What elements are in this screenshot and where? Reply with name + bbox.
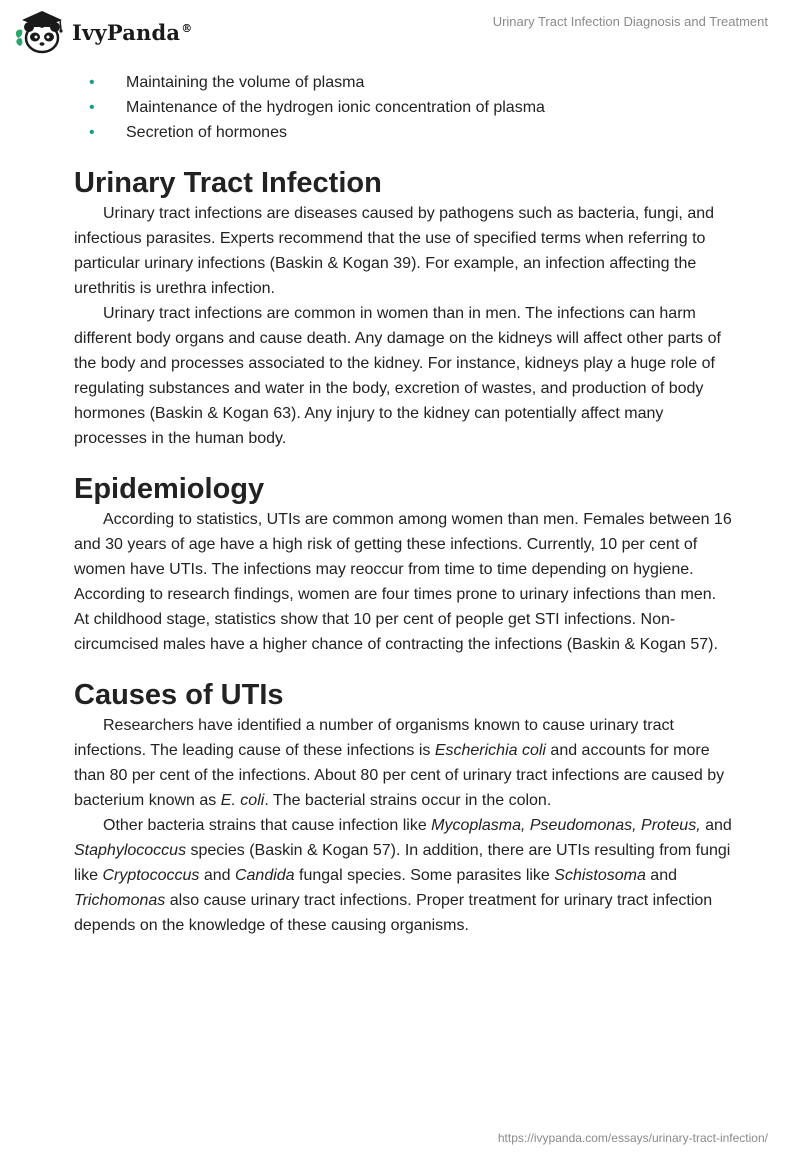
text-run: and	[645, 867, 677, 884]
organism-name: Candida	[234, 867, 295, 884]
list-item-text: Maintaining the volume of plasma	[126, 74, 365, 91]
organism-name: Trichomonas	[74, 892, 166, 909]
organism-name: E. coli	[220, 792, 265, 809]
list-item	[74, 95, 734, 120]
organism-name: Cryptococcus	[102, 867, 200, 884]
text-run: and	[700, 817, 732, 834]
heading-causes-of-utis: Causes of UTIs	[74, 679, 284, 711]
text-run: and accounts for more than 80 per cent of the infections. About 80 per cent of urinary tract infections are caused by bacterium known as	[74, 742, 725, 809]
document-title: Urinary Tract Infection Diagnosis and Treatment	[492, 14, 768, 29]
text-run: species (Baskin & Kogan 57). In addition, there are UTIs resulting from fungi like	[74, 842, 731, 884]
bullet-dot-icon: •	[89, 99, 95, 116]
list-item	[74, 70, 734, 95]
paragraph: Urinary tract infections are common in women than in men. The infections can harm different body organs and cause death. Any damage on the kidneys will affect other parts of the body and processes associated to the kidney. For instance, kidneys play a huge role of regulating substances and water in the body, excretion of wastes, and production of body hormones (Baskin & Kogan 63). Any injury to the kidney can potentially affect many processes in the human body.	[74, 305, 721, 447]
source-url-link[interactable]: https://ivypanda.com/essays/urinary-tract-infection/	[497, 1131, 768, 1145]
organism-name: Schistosoma	[554, 867, 646, 884]
text-run: . The bacterial strains occur in the colon.	[264, 792, 552, 809]
essay-content	[74, 70, 734, 938]
brand-text: IvyPanda	[72, 19, 181, 45]
organism-name: Escherichia coli	[434, 742, 546, 759]
list-item	[74, 120, 734, 145]
text-run: also cause urinary tract infections. Proper treatment for urinary tract infection depends on the knowledge of these causing organisms.	[74, 892, 713, 934]
text-run: Other bacteria strains that cause infection like	[103, 817, 432, 834]
list-item-text: Maintenance of the hydrogen ionic concentration of plasma	[126, 99, 545, 116]
paragraph	[74, 813, 734, 938]
organism-name: Mycoplasma, Pseudomonas, Proteus,	[431, 817, 701, 834]
heading-epidemiology: Epidemiology	[74, 473, 265, 505]
paragraph: Urinary tract infections are diseases caused by pathogens such as bacteria, fungi, and infectious parasites. Experts recommend that the use of specified terms when referring to particular urinary infections (Baskin & Kogan 39). For example, an infection affecting the urethritis is urethra infection.	[74, 205, 715, 297]
text-run: Researchers have identified a number of organisms known to cause urinary tract infections. The leading cause of these infections is	[74, 717, 674, 759]
ivypanda-logo[interactable]	[14, 8, 192, 54]
paragraph: According to statistics, UTIs are common among women than men. Females between 16 and 30 years of age have a high risk of getting these infections. Currently, 10 per cent of women have UTIs. The infections may reoccur from time to time depending on hygiene. According to research findings, women are four times prone to urinary infections than men. At childhood stage, statistics show that 10 per cent of people get STI infections. Non-circumcised males have a higher chance of contracting the infections (Baskin & Kogan 57).	[74, 511, 732, 653]
text-run: fungal species. Some parasites like	[294, 867, 555, 884]
text-run: and	[199, 867, 235, 884]
registered-mark: ®	[181, 21, 193, 35]
list-item-text: Secretion of hormones	[126, 124, 287, 141]
brand-name	[72, 20, 192, 45]
bullet-dot-icon: •	[89, 124, 95, 141]
bullet-list	[74, 70, 734, 145]
organism-name: Staphylococcus	[74, 842, 187, 859]
paragraph	[74, 713, 734, 813]
page-header	[0, 0, 800, 60]
bullet-dot-icon: •	[89, 74, 95, 91]
panda-graduation-cap-icon	[14, 8, 66, 54]
heading-urinary-tract-infection: Urinary Tract Infection	[74, 167, 382, 199]
